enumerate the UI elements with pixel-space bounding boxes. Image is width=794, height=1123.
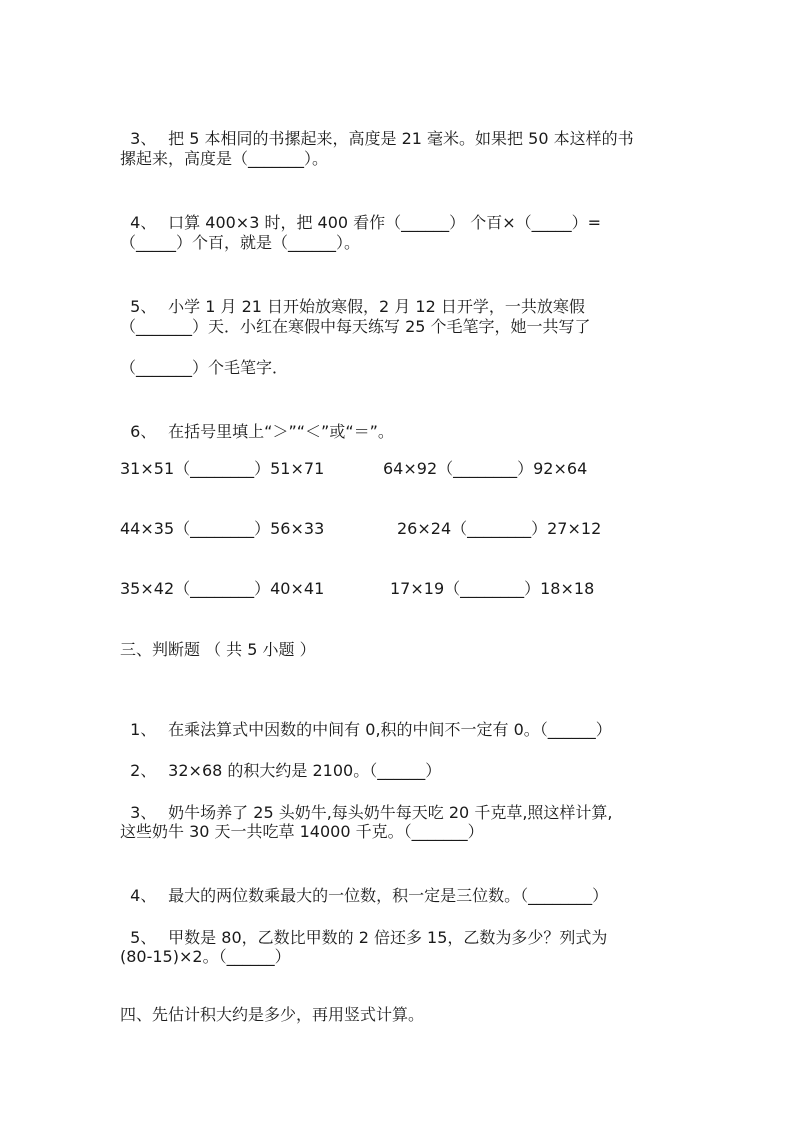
question-text: 32×68 的积大约是 2100。（______）	[168, 761, 442, 780]
comparison-right-1: 64×92（________）92×64	[383, 459, 588, 478]
question-number: 5、	[130, 928, 157, 947]
fill-q3-line1	[120, 106, 634, 150]
judge-q5-line2: (80-15)×2。（______）	[120, 947, 291, 966]
question-number: 3、	[130, 803, 157, 822]
comparison-left-2: 44×35（________）56×33	[120, 519, 325, 538]
question-text: 在括号里填上“＞”“＜”或“＝”。	[168, 422, 394, 441]
fill-q5-line2: （_______）天．小红在寒假中每天练写 25 个毛笔字，她一共写了	[120, 317, 591, 336]
comparison-right-2: 26×24（________）27×12	[397, 519, 602, 538]
judge-q3-line2: 这些奶牛 30 天一共吃草 14000 千克。（_______）	[120, 822, 484, 841]
fill-q4-line1	[120, 190, 601, 234]
comparison-left-3: 35×42（________）40×41	[120, 579, 325, 598]
question-text: 奶牛场养了 25 头奶牛,每头奶牛每天吃 20 千克草,照这样计算,	[168, 803, 613, 822]
fill-q6-line	[120, 399, 394, 443]
judge-q5-line1	[120, 905, 607, 949]
question-text: 甲数是 80，乙数比甲数的 2 倍还多 15，乙数为多少？列式为	[168, 928, 608, 947]
question-number: 4、	[130, 213, 157, 232]
question-number: 2、	[130, 761, 157, 780]
question-number: 3、	[130, 129, 157, 148]
fill-q4-line2: （_____）个百，就是（______）。	[120, 233, 361, 252]
fill-q5-line1	[120, 274, 585, 318]
question-text: 把 5 本相同的书摞起来，高度是 21 毫米。如果把 50 本这样的书	[168, 129, 634, 148]
question-number: 1、	[130, 720, 157, 739]
judge-q2-line	[120, 738, 441, 782]
question-text: 小学 1 月 21 日开始放寒假，2 月 12 日开学，一共放寒假	[168, 297, 585, 316]
fill-q3-line2: 摞起来，高度是（_______）。	[120, 149, 329, 168]
question-number: 5、	[130, 297, 157, 316]
judge-q3-line1	[120, 780, 613, 824]
judge-q4-line	[120, 863, 608, 907]
fill-q5-line3: （_______）个毛笔字．	[120, 358, 289, 377]
comparison-right-3: 17×19（________）18×18	[390, 579, 595, 598]
judge-section-title: 三、判断题 （ 共 5 小题 ）	[120, 640, 316, 659]
question-text: 最大的两位数乘最大的一位数，积一定是三位数。（________）	[168, 886, 609, 905]
question-text: 在乘法算式中因数的中间有 0,积的中间不一定有 0。（______）	[168, 720, 612, 739]
judge-q1-line	[120, 697, 612, 741]
estimate-section-title: 四、先估计积大约是多少，再用竖式计算。	[120, 1005, 425, 1024]
question-text: 口算 400×3 时，把 400 看作（______） 个百×（_____）=	[168, 213, 602, 232]
comparison-left-1: 31×51（________）51×71	[120, 459, 325, 478]
question-number: 6、	[130, 422, 157, 441]
question-number: 4、	[130, 886, 157, 905]
